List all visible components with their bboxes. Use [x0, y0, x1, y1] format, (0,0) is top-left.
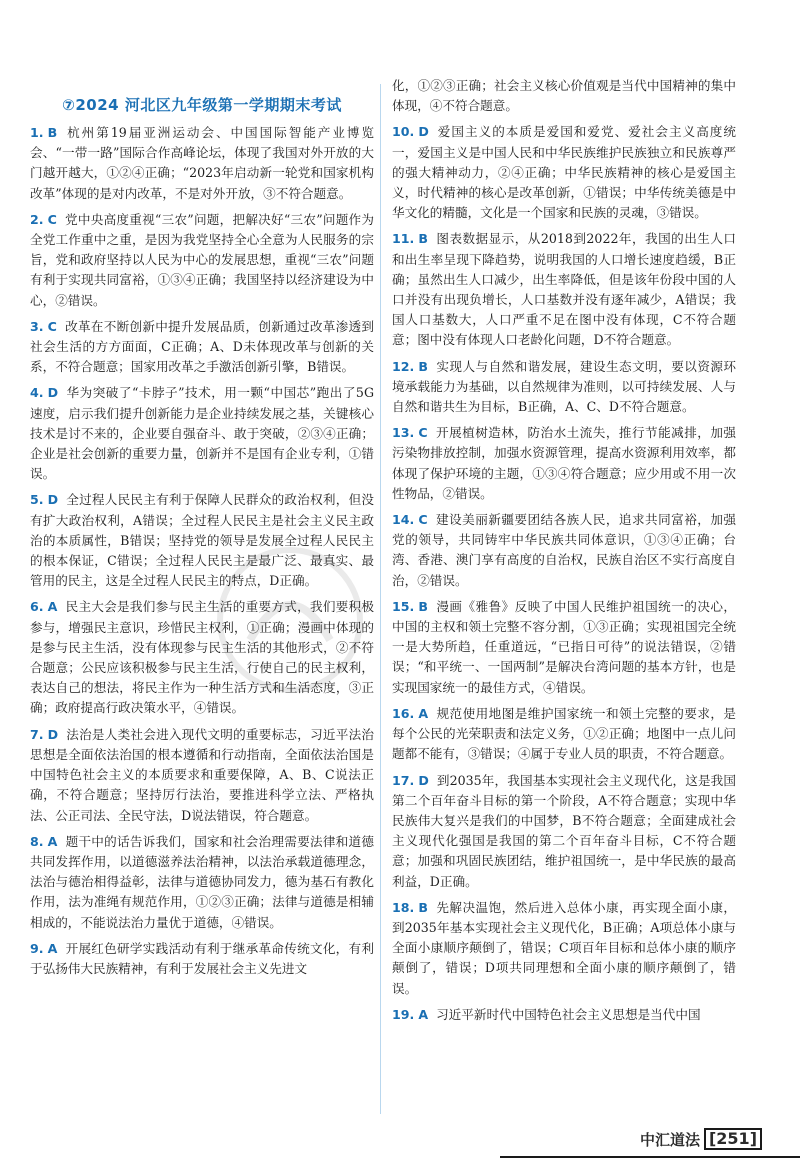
explanation-text: 改革在不断创新中提升发展品质，创新通过改革渗透到社会生活的方方面面，C正确；A、D未体现改革与创新的关系，不符合题意；国家用改革之手激活创新引擎，B错误。: [30, 318, 374, 375]
answer-item: [392, 898, 736, 999]
explanation-text: 实现人与自然和谐发展，建设生态文明，要以资源环境承载能力为基础，以自然规律为准则，以可持续发展、人与自然和谐共生为目标，B正确，A、C、D不符合题意。: [392, 358, 736, 415]
question-number: 5.: [30, 492, 44, 508]
question-number: 8.: [30, 833, 44, 849]
answer-letter: A: [418, 705, 429, 721]
answer-item: [392, 597, 736, 698]
footer-brand: 中汇道法: [639, 1130, 700, 1149]
question-number: 4.: [30, 385, 44, 401]
right-column: [392, 76, 736, 1031]
column-divider: [380, 84, 381, 1114]
page-number-value: 251: [716, 1129, 750, 1148]
question-number: 10.: [392, 124, 415, 140]
explanation-text: 先解决温饱，然后进入总体小康，再实现全面小康，到2035年基本实现社会主义现代化，B正确；A项总体小康与全面小康顺序颠倒了，错误；C项百年目标和总体小康的顺序颠倒了，错误；D项共同理想和全面小康的顺序颠倒了，错误。: [392, 899, 736, 996]
question-number: 2.: [30, 211, 44, 227]
question-number: 15.: [392, 598, 415, 614]
continued-text: 化，①②③正确；社会主义核心价值观是当代中国精神的集中体现，④不符合题意。: [392, 78, 736, 114]
question-number: 19.: [392, 1006, 415, 1022]
answer-letter: B: [418, 598, 428, 614]
footer-rule: [500, 1156, 800, 1158]
left-answer-list: [30, 123, 374, 979]
page-footer: [640, 1128, 762, 1150]
question-number: 16.: [392, 705, 415, 721]
explanation-text: 开展植树造林，防治水土流失，推行节能减排，加强污染物排放控制，加强水资源管理，提高水资源利用效率，都体现了保护环境的主题，①③④符合题意；应少用或不用一次性物品，②错误。: [392, 425, 736, 501]
answer-item: [30, 725, 374, 826]
answer-letter: A: [47, 599, 58, 615]
explanation-text: 杭州第19届亚洲运动会、中国国际智能产业博览会、“一带一路”国际合作高峰论坛，体现了我国对外开放的大门越开越大，①②④正确；“2023年启动新一轮党和国家机构改革”体现的是对内改革，不是对外开放，③不符合题意。: [30, 125, 374, 201]
answer-letter: B: [47, 125, 58, 140]
answer-letter: D: [47, 385, 59, 401]
question-number: 12.: [392, 358, 415, 374]
explanation-text: 民主大会是我们参与民主生活的重要方式，我们要积极参与，增强民主意识，珍惜民主权利，①正确；漫画中体现的是参与民主生活，没有体现参与民主生活的其他形式，②不符合题意；公民应该积极参与民主生活，行使自己的民主权利，表达自己的想法，将民主作为一种生活方式和生活态度，③正确；政府提高行政决策水平，④错误。: [30, 599, 374, 716]
answer-item: [30, 832, 374, 933]
explanation-text: 法治是人类社会进入现代文明的重要标志，习近平法治思想是全面依法治国的根本遵循和行动指南，全面依法治国是中国特色社会主义的本质要求和重要保障，A、B、C说法正确，不符合题意；坚持厉行法治，要推进科学立法、严格执法、公正司法、全民守法，D说法错误，符合题意。: [30, 726, 374, 823]
explanation-text: 华为突破了“卡脖子”技术，用一颗“中国芯”跑出了5G速度，启示我们提升创新能力是企业持续发展之基，关键核心技术是讨不来的，企业要自强奋斗、敢于突破，②③④正确；企业是社会创新的重要力量，创新并不是国有企业专利，①错误。: [30, 385, 374, 482]
answer-letter: D: [47, 492, 59, 508]
answer-letter: C: [47, 318, 57, 334]
answer-letter: D: [47, 726, 59, 742]
explanation-text: 建设美丽新疆要团结各族人民，追求共同富裕，加强党的领导，共同铸牢中华民族共同体意识，①③④正确；台湾、香港、澳门享有高度的自治权，民族自治区不实行高度自治，②错误。: [392, 512, 736, 588]
answer-item: [392, 357, 736, 418]
explanation-text: 规范使用地图是维护国家统一和领土完整的要求，是每个公民的光荣职责和法定义务，①②正确；地图中一点儿问题都不能有，③错误；④属于专业人员的职责，不符合题意。: [392, 705, 736, 762]
explanation-text: 题干中的话告诉我们，国家和社会治理需要法律和道德共同发挥作用，以道德滋养法治精神，以法治承载道德理念，法治与德治相得益彰，法律与道德协同发力，德为基石有教化作用，法为准绳有规范作用，①②③正确；法律与道德是相辅相成的，不能说法治力量优于道德，④错误。: [30, 833, 374, 930]
explanation-text: 开展红色研学实践活动有利于继承革命传统文化，有利于弘扬伟大民族精神，有利于发展社会主义先进文: [30, 940, 374, 976]
answer-item: [30, 317, 374, 378]
question-number: 11.: [392, 231, 415, 247]
answer-item: [392, 704, 736, 765]
answer-item: [30, 597, 374, 718]
question-number: 13.: [392, 425, 415, 441]
question-number: 1.: [30, 125, 44, 140]
answer-letter: D: [418, 772, 429, 788]
explanation-text: 全过程人民民主有利于保障人民群众的政治权利，但没有扩大政治权利，A错误；全过程人民民主是社会主义民主政治的本质属性，B错误；坚持党的领导是发展全过程人民民主的根本保证，C错误；全过程人民民主是最广泛、最真实、最管用的民主，这是全过程人民民主的特点，D正确。: [30, 492, 374, 589]
page-number: [251]: [704, 1128, 762, 1150]
explanation-text: 漫画《雅鲁》反映了中国人民维护祖国统一的决心，中国的主权和领土完整不容分割，①③正确；实现祖国完全统一是大势所趋，任重道远，“已指日可待”的说法错误，②错误；“和平统一、一国两制”是解决台湾问题的基本方针，也是实现国家统一的最佳方式，④错误。: [392, 598, 736, 695]
answer-item: [30, 123, 374, 204]
answer-letter: A: [418, 1006, 429, 1022]
answer-item: [392, 510, 736, 591]
question-number: 18.: [392, 899, 415, 915]
answer-letter: A: [47, 833, 58, 849]
answer-item: [30, 383, 374, 484]
answer-letter: C: [418, 512, 428, 528]
explanation-text: 到2035年，我国基本实现社会主义现代化，这是我国第二个百年奋斗目标的第一个阶段，A不符合题意；实现中华民族伟大复兴是我们的中国梦，B不符合题意；全面建成社会主义现代化强国是我国的第二个百年奋斗目标，C不符合题意；加强和巩固民族团结，维护祖国统一，是中华民族的最高利益，D正确。: [392, 772, 736, 889]
question-number: 6.: [30, 599, 44, 615]
question-number: 3.: [30, 318, 44, 334]
answer-item: [392, 229, 736, 350]
explanation-text: 党中央高度重视“三农”问题，把解决好“三农”问题作为全党工作重中之重，是因为我党坚持全心全意为人民服务的宗旨，党和政府坚持以人民为中心的发展思想，重视“三农”问题有利于实现共同富裕，①③④正确；我国坚持以经济建设为中心，②错误。: [30, 211, 374, 308]
answer-letter: C: [418, 425, 428, 441]
answer-item: [30, 210, 374, 311]
answer-item: [392, 1005, 736, 1025]
answer-letter: C: [47, 211, 57, 227]
question-number: 17.: [392, 772, 415, 788]
answer-letter: A: [47, 940, 58, 956]
exam-title: ⑦2024 河北区九年级第一学期期末考试: [62, 96, 342, 114]
question-number: 14.: [392, 512, 415, 528]
explanation-text: 习近平新时代中国特色社会主义思想是当代中国: [436, 1006, 701, 1022]
answer-item: [392, 771, 736, 892]
answer-item: [392, 423, 736, 504]
explanation-text: 爱国主义的本质是爱国和爱党、爱社会主义高度统一，爱国主义是中国人民和中华民族维护民族独立和民族尊严的强大精神动力，②④正确；中华民族精神的核心是爱国主义，时代精神的核心是改革创新，①错误；中华传统美德是中华文化的精髓，文化是一个国家和民族的灵魂，③错误。: [392, 124, 736, 221]
right-answer-list: [392, 122, 736, 1025]
answer-letter: B: [418, 358, 428, 374]
explanation-text: 图表数据显示，从2018到2022年，我国的出生人口和出生率呈现下降趋势，说明我国的人口增长速度趋缓，B正确；虽然出生人口减少，出生率降低，但是该年份段中国的人口并没有出现负增长，人口基数并没有逐年减少，A错误；我国人口基数大，人口严重不足在图中没有体现，C不符合题意；图中没有体现人口老龄化问题，D不符合题意。: [392, 231, 736, 348]
answer-letter: B: [418, 231, 428, 247]
question-number: 9.: [30, 940, 44, 956]
answer-item: [30, 939, 374, 979]
answer-item: [392, 122, 736, 223]
question-number: 7.: [30, 726, 44, 742]
answer-letter: B: [418, 899, 428, 915]
left-column: [30, 82, 374, 985]
answer-item: [30, 490, 374, 591]
answer-letter: D: [418, 124, 429, 140]
